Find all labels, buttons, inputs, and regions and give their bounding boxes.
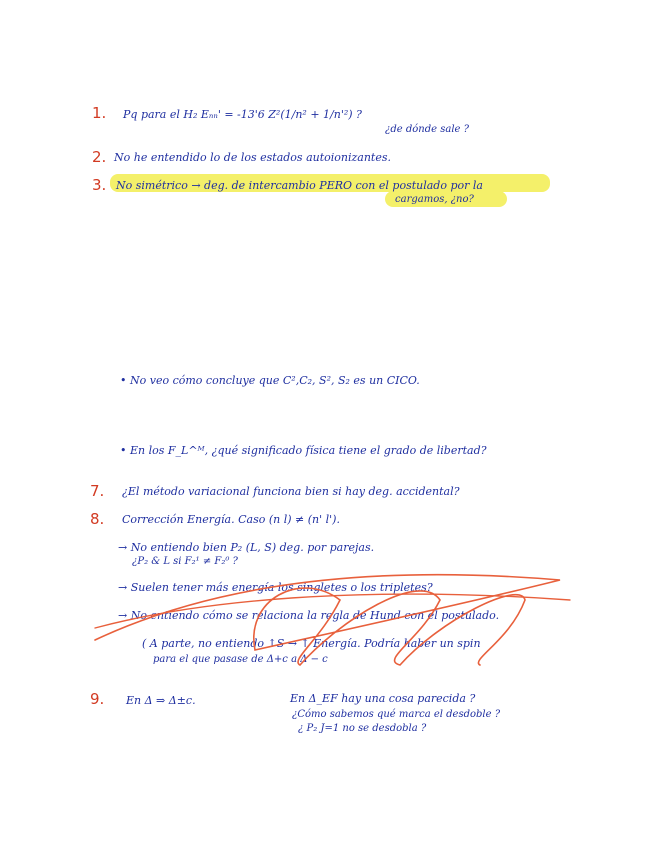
question-text: No he entendido lo de los estados autoionizantes. (114, 151, 392, 164)
subpoint-text: para el que pasase de Δ+c a Δ − c (153, 654, 328, 665)
item-number: 3. (92, 176, 107, 194)
item-number: 1. (92, 104, 107, 122)
subpoint-text: → Suelen tener más energía los singletes o los tripletes? (118, 581, 433, 594)
item-number: 7. (90, 482, 105, 500)
question-text: Corrección Energía. Caso (n l) ≠ (n' l'). (122, 513, 340, 526)
side-question: ¿ P₂ J=1 no se desdobla ? (298, 723, 427, 734)
question-subtext: ¿de dónde sale ? (385, 124, 469, 135)
question-text: No simétrico → deg. de intercambio PERO con el postulado por la (116, 179, 483, 192)
question-subtext: cargamos, ¿no? (395, 194, 474, 205)
item-number: 2. (92, 148, 107, 166)
subpoint-text: → No entiendo cómo se relaciona la regla de Hund con el postulado. (118, 609, 500, 622)
side-question: ¿Cómo sabemos qué marca el desdoble ? (292, 709, 501, 720)
question-text: Pq para el H₂ Eₙₙ' = -13'6 Z²(1/n² + 1/n'²) ? (123, 108, 362, 121)
subpoint-text: → No entiendo bien P₂ (L, S) deg. por parejas. (118, 541, 375, 554)
side-question: En Δ_EF hay una cosa parecida ? (290, 692, 476, 705)
subpoint-text: ¿P₂ & L si F₂¹ ≠ F₂⁰ ? (132, 556, 238, 567)
item-number: 8. (90, 510, 105, 528)
bullet-question: • No veo cómo concluye que C²,C₂, S², S₂ es un CICO. (120, 374, 420, 387)
question-text: ¿El método variacional funciona bien si hay deg. accidental? (122, 485, 460, 498)
question-text: En Δ ⇒ Δ±c. (126, 694, 196, 707)
subpoint-text: ( A parte, no entiendo ↑S → ↑ Energía. Podría haber un spin (142, 637, 481, 650)
item-number: 9. (90, 690, 105, 708)
bullet-question: • En los F_L^ᴹ, ¿qué significado física tiene el grado de libertad? (120, 444, 487, 457)
